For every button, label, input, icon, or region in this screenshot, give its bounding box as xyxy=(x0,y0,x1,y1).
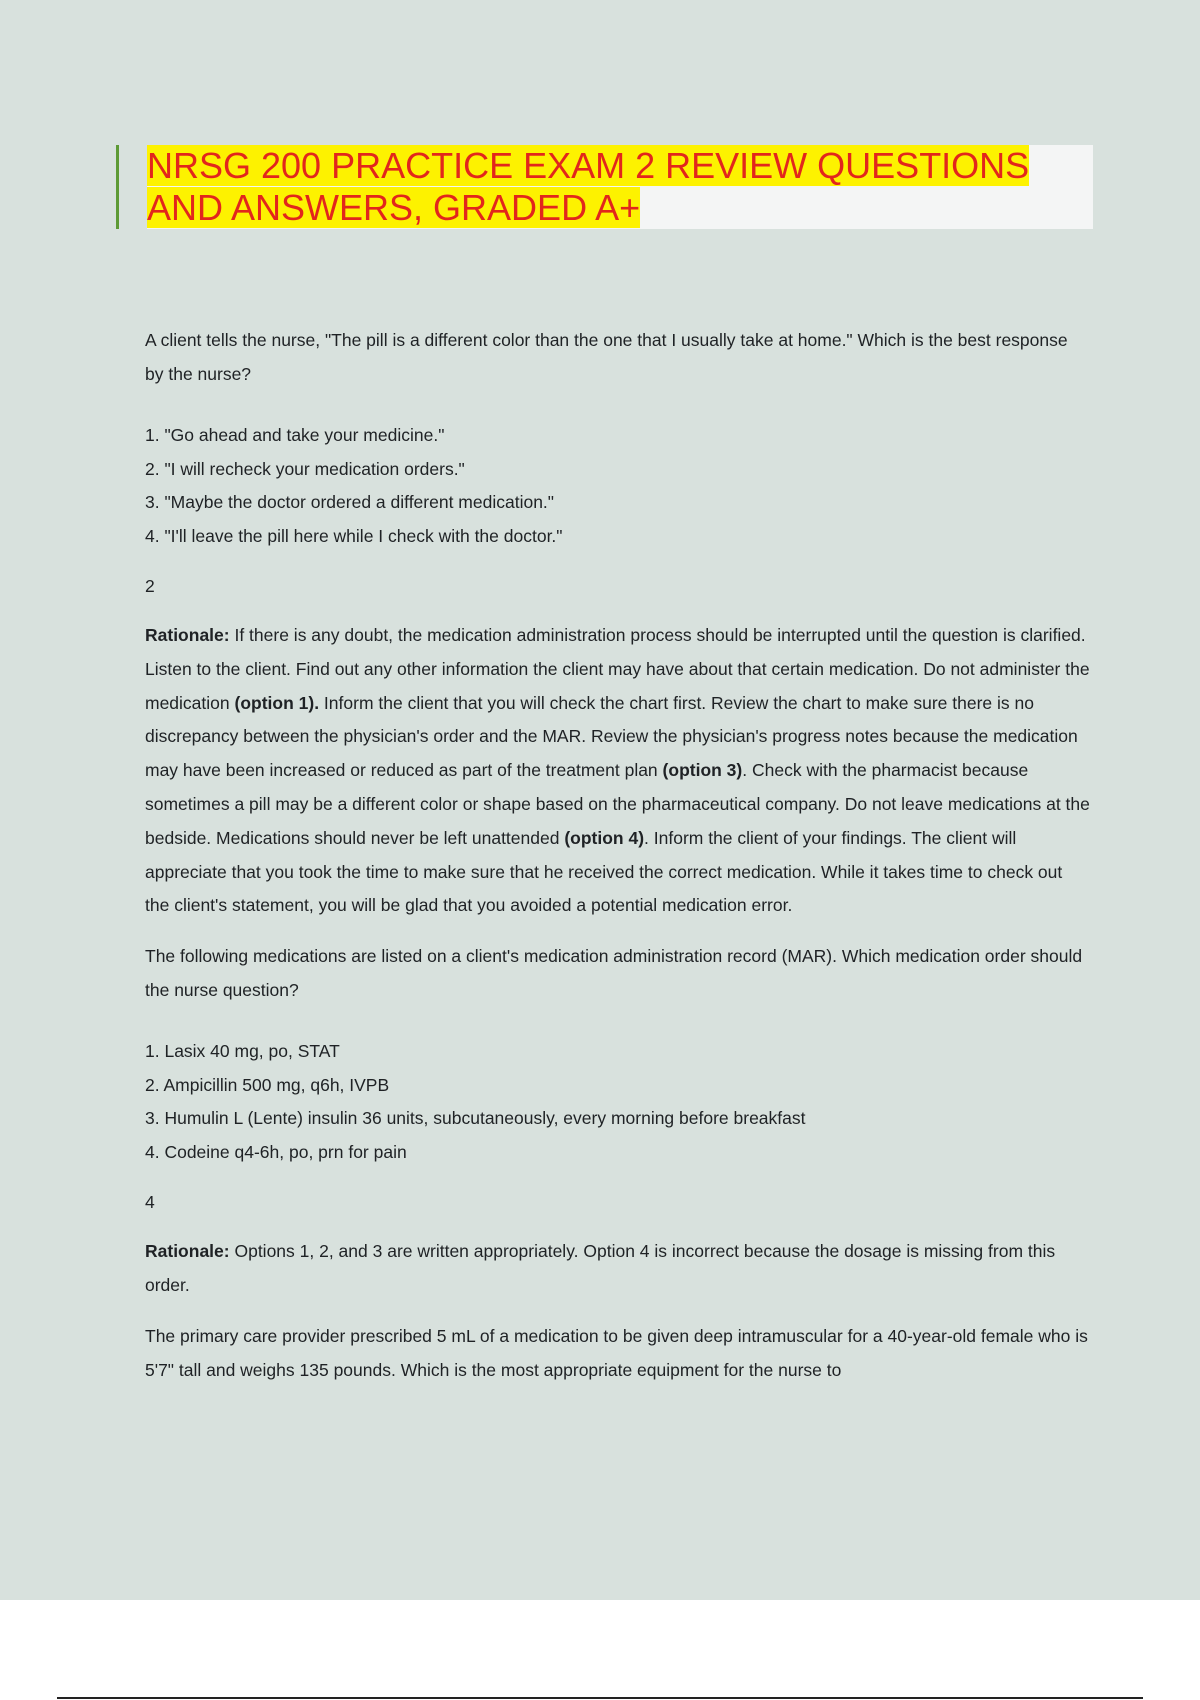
rationale-label: Rationale: xyxy=(145,1241,230,1262)
question-2-option-4: 4. Codeine q4-6h, po, prn for pain xyxy=(145,1141,407,1162)
question-2-answer: 4 xyxy=(145,1192,155,1213)
question-1-options xyxy=(145,419,1090,553)
question-3-prompt: The primary care provider prescribed 5 mL of a medication to be given deep intramuscular for a 40-year-old female who is 5'7" tall and weighs 135 pounds. Which is the most appropriate equipment for the nurse to xyxy=(145,1325,1088,1380)
question-2-option-1: 1. Lasix 40 mg, po, STAT xyxy=(145,1041,340,1062)
question-2-options xyxy=(145,1035,1090,1169)
question-1-option-2: 2. "I will recheck your medication orders." xyxy=(145,458,465,479)
document-body xyxy=(145,323,1090,1387)
question-1-answer: 2 xyxy=(145,576,155,596)
title-block xyxy=(116,145,1095,229)
title-line-2: AND ANSWERS, GRADED A+ xyxy=(147,187,641,228)
question-2-prompt: The following medications are listed on a client's medication administration record (MAR). Which medication order should the nurse question? xyxy=(145,946,1083,1001)
question-1-prompt: A client tells the nurse, "The pill is a different color than the one that I usually take at home." Which is the best response by the nurse? xyxy=(145,330,1068,384)
question-2-rationale: Rationale: Options 1, 2, and 3 are written appropriately. Option 4 is incorrect because the dosage is missing from this order. xyxy=(145,1241,1056,1295)
page-divider xyxy=(57,1697,1143,1699)
question-1-option-3: 3. "Maybe the doctor ordered a different medication." xyxy=(145,492,555,512)
question-1-option-1: 1. "Go ahead and take your medicine." xyxy=(145,425,445,445)
question-2-option-3: 3. Humulin L (Lente) insulin 36 units, subcutaneously, every morning before breakfast xyxy=(145,1108,806,1129)
question-1-option-4: 4. "I'll leave the pill here while I check with the doctor." xyxy=(145,525,563,546)
rationale-label: Rationale: xyxy=(145,625,230,645)
question-1-rationale: Rationale: If there is any doubt, the medication administration process should be interrupted until the question is clarified. Listen to the client. Find out any other information the client may have about that certain medication. Do not administer the medication (option 1). Inform the client that you will check the chart first. Review the chart to make sure there is no discrepancy between the physician's order and the MAR. Review the physician's progress notes because the medication may have been increased or reduced as part of the treatment plan (option 3). Check with the pharmacist because sometimes a pill may be a different color or shape based on the pharmaceutical company. Do not leave medications at the bedside. Medications should never be left unattended (option 4). Inform the client of your findings. The client will appreciate that you took the time to make sure that he received the correct medication. While it takes time to check out the client's statement, you will be glad that you avoided a potential medication error. xyxy=(145,625,1090,916)
title-line-1: NRSG 200 PRACTICE EXAM 2 REVIEW QUESTIONS xyxy=(147,145,1030,186)
question-2-option-2: 2. Ampicillin 500 mg, q6h, IVPB xyxy=(145,1074,390,1095)
document-title xyxy=(147,145,1093,229)
